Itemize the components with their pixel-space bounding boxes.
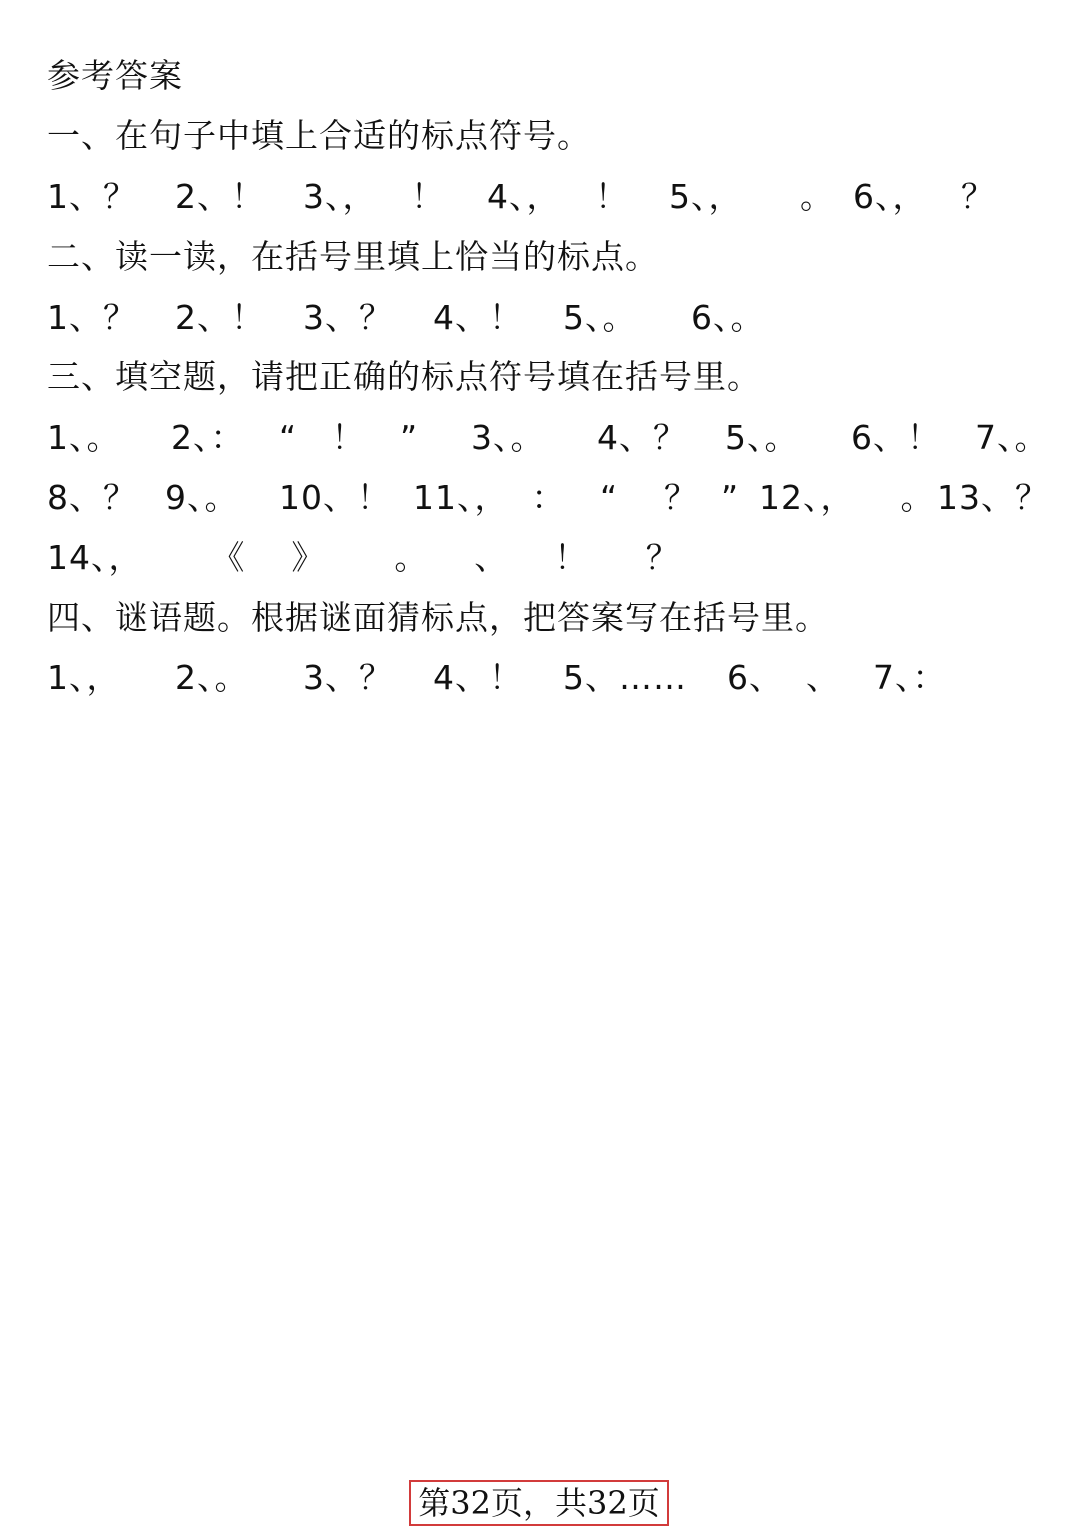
- answer-item: 12、， 。: [759, 478, 935, 517]
- answer-item: 7、。: [975, 418, 1049, 457]
- answer-item: 5、。: [563, 298, 637, 337]
- answer-item: 6、， ？: [853, 177, 995, 216]
- answer-item: 2、： “ ！ ”: [171, 418, 419, 457]
- section-1-title-text: 一、在句子中填上合适的标点符号。: [47, 116, 591, 155]
- answer-item: 3、。: [471, 418, 545, 457]
- answer-item: 6、 、: [727, 658, 840, 697]
- section-3-title-text: 三、填空题，请把正确的标点符号填在括号里。: [47, 357, 761, 396]
- answer-item: 11、， ： “ ？ ”: [413, 478, 740, 517]
- answer-item: 13、？: [937, 478, 1049, 517]
- answer-item: 3、， ！: [303, 177, 445, 216]
- answer-item: 1、。: [47, 418, 121, 457]
- answer-item: 5、， 。: [669, 177, 834, 216]
- answer-item: 6、！: [851, 418, 941, 457]
- answer-item: 6、。: [691, 298, 765, 337]
- answer-item: 5、……: [563, 658, 687, 697]
- answer-item: 7、：: [873, 658, 947, 697]
- answer-item: 8、？: [47, 478, 137, 517]
- page-number-footer: 第32页，共32页: [409, 1480, 669, 1526]
- answer-item: 2、。: [175, 658, 249, 697]
- answer-item: 4、？: [597, 418, 687, 457]
- section-2-title-text: 二、读一读，在括号里填上恰当的标点。: [47, 237, 659, 276]
- answer-item: 4、， ！: [487, 177, 629, 216]
- answer-item: 5、。: [725, 418, 799, 457]
- answer-item: 1、，: [47, 658, 121, 697]
- section-4-title-text: 四、谜语题。根据谜面猜标点，把答案写在括号里。: [47, 598, 829, 637]
- answer-item: 1、？: [47, 298, 137, 337]
- answer-item: 14、， 《 》 。 、 ！ ？: [47, 538, 680, 577]
- answer-item: 10、！: [279, 478, 391, 517]
- answer-item: 2、！: [175, 298, 265, 337]
- answer-item: 4、！: [433, 658, 523, 697]
- answer-item: 9、。: [165, 478, 239, 517]
- answer-item: 3、？: [303, 658, 393, 697]
- answer-item: 1、？: [47, 177, 137, 216]
- answer-item: 3、？: [303, 298, 393, 337]
- answer-item: 4、！: [433, 298, 523, 337]
- answer-heading-text: 参考答案: [47, 56, 183, 95]
- answer-item: 2、！: [175, 177, 265, 216]
